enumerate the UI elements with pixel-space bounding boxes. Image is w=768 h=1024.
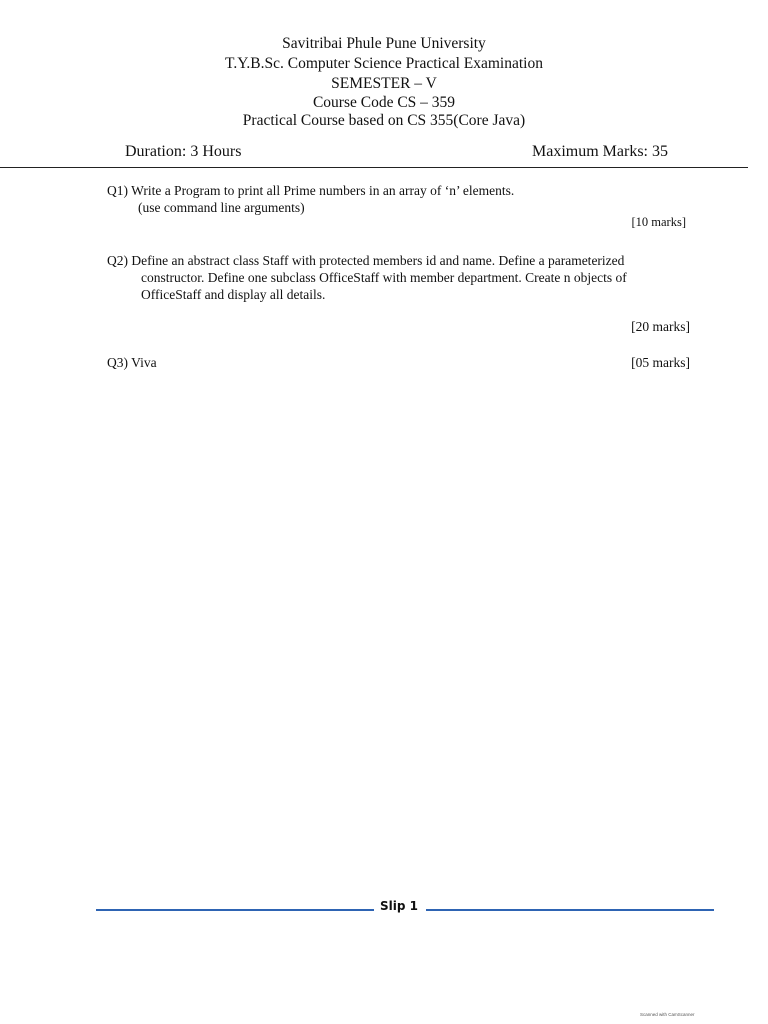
exam-title: T.Y.B.Sc. Computer Science Practical Examination — [225, 55, 543, 72]
maximum-marks: Maximum Marks: 35 — [532, 143, 668, 160]
question-3-marks: [05 marks] — [631, 355, 690, 370]
question-2-line-2: constructor. Define one subclass OfficeStaff with member department. Create n objects of — [141, 270, 627, 285]
question-1-line-1: Q1) Write a Program to print all Prime numbers in an array of ‘n’ elements. — [107, 183, 515, 198]
question-2-marks: [20 marks] — [631, 319, 690, 334]
question-3-line-1: Q3) Viva — [107, 355, 157, 370]
question-2-line-1: Q2) Define an abstract class Staff with protected members id and name. Define a parameterized — [107, 253, 625, 268]
duration: Duration: 3 Hours — [125, 143, 242, 160]
slip-label: Slip 1 — [380, 899, 418, 913]
scanner-note: Scanned with CamScanner — [640, 1012, 695, 1017]
header-divider — [0, 167, 748, 168]
university-name: Savitribai Phule Pune University — [282, 35, 486, 52]
course-code: Course Code CS – 359 — [312, 94, 456, 111]
slip-rule-left — [96, 909, 374, 911]
slip-rule-right — [426, 909, 714, 911]
question-1-line-2: (use command line arguments) — [138, 200, 305, 215]
question-2-line-3: OfficeStaff and display all details. — [141, 287, 326, 302]
course-title: Practical Course based on CS 355(Core Java) — [242, 112, 526, 129]
semester: SEMESTER – V — [331, 75, 437, 92]
question-1-marks: [10 marks] — [631, 215, 686, 229]
